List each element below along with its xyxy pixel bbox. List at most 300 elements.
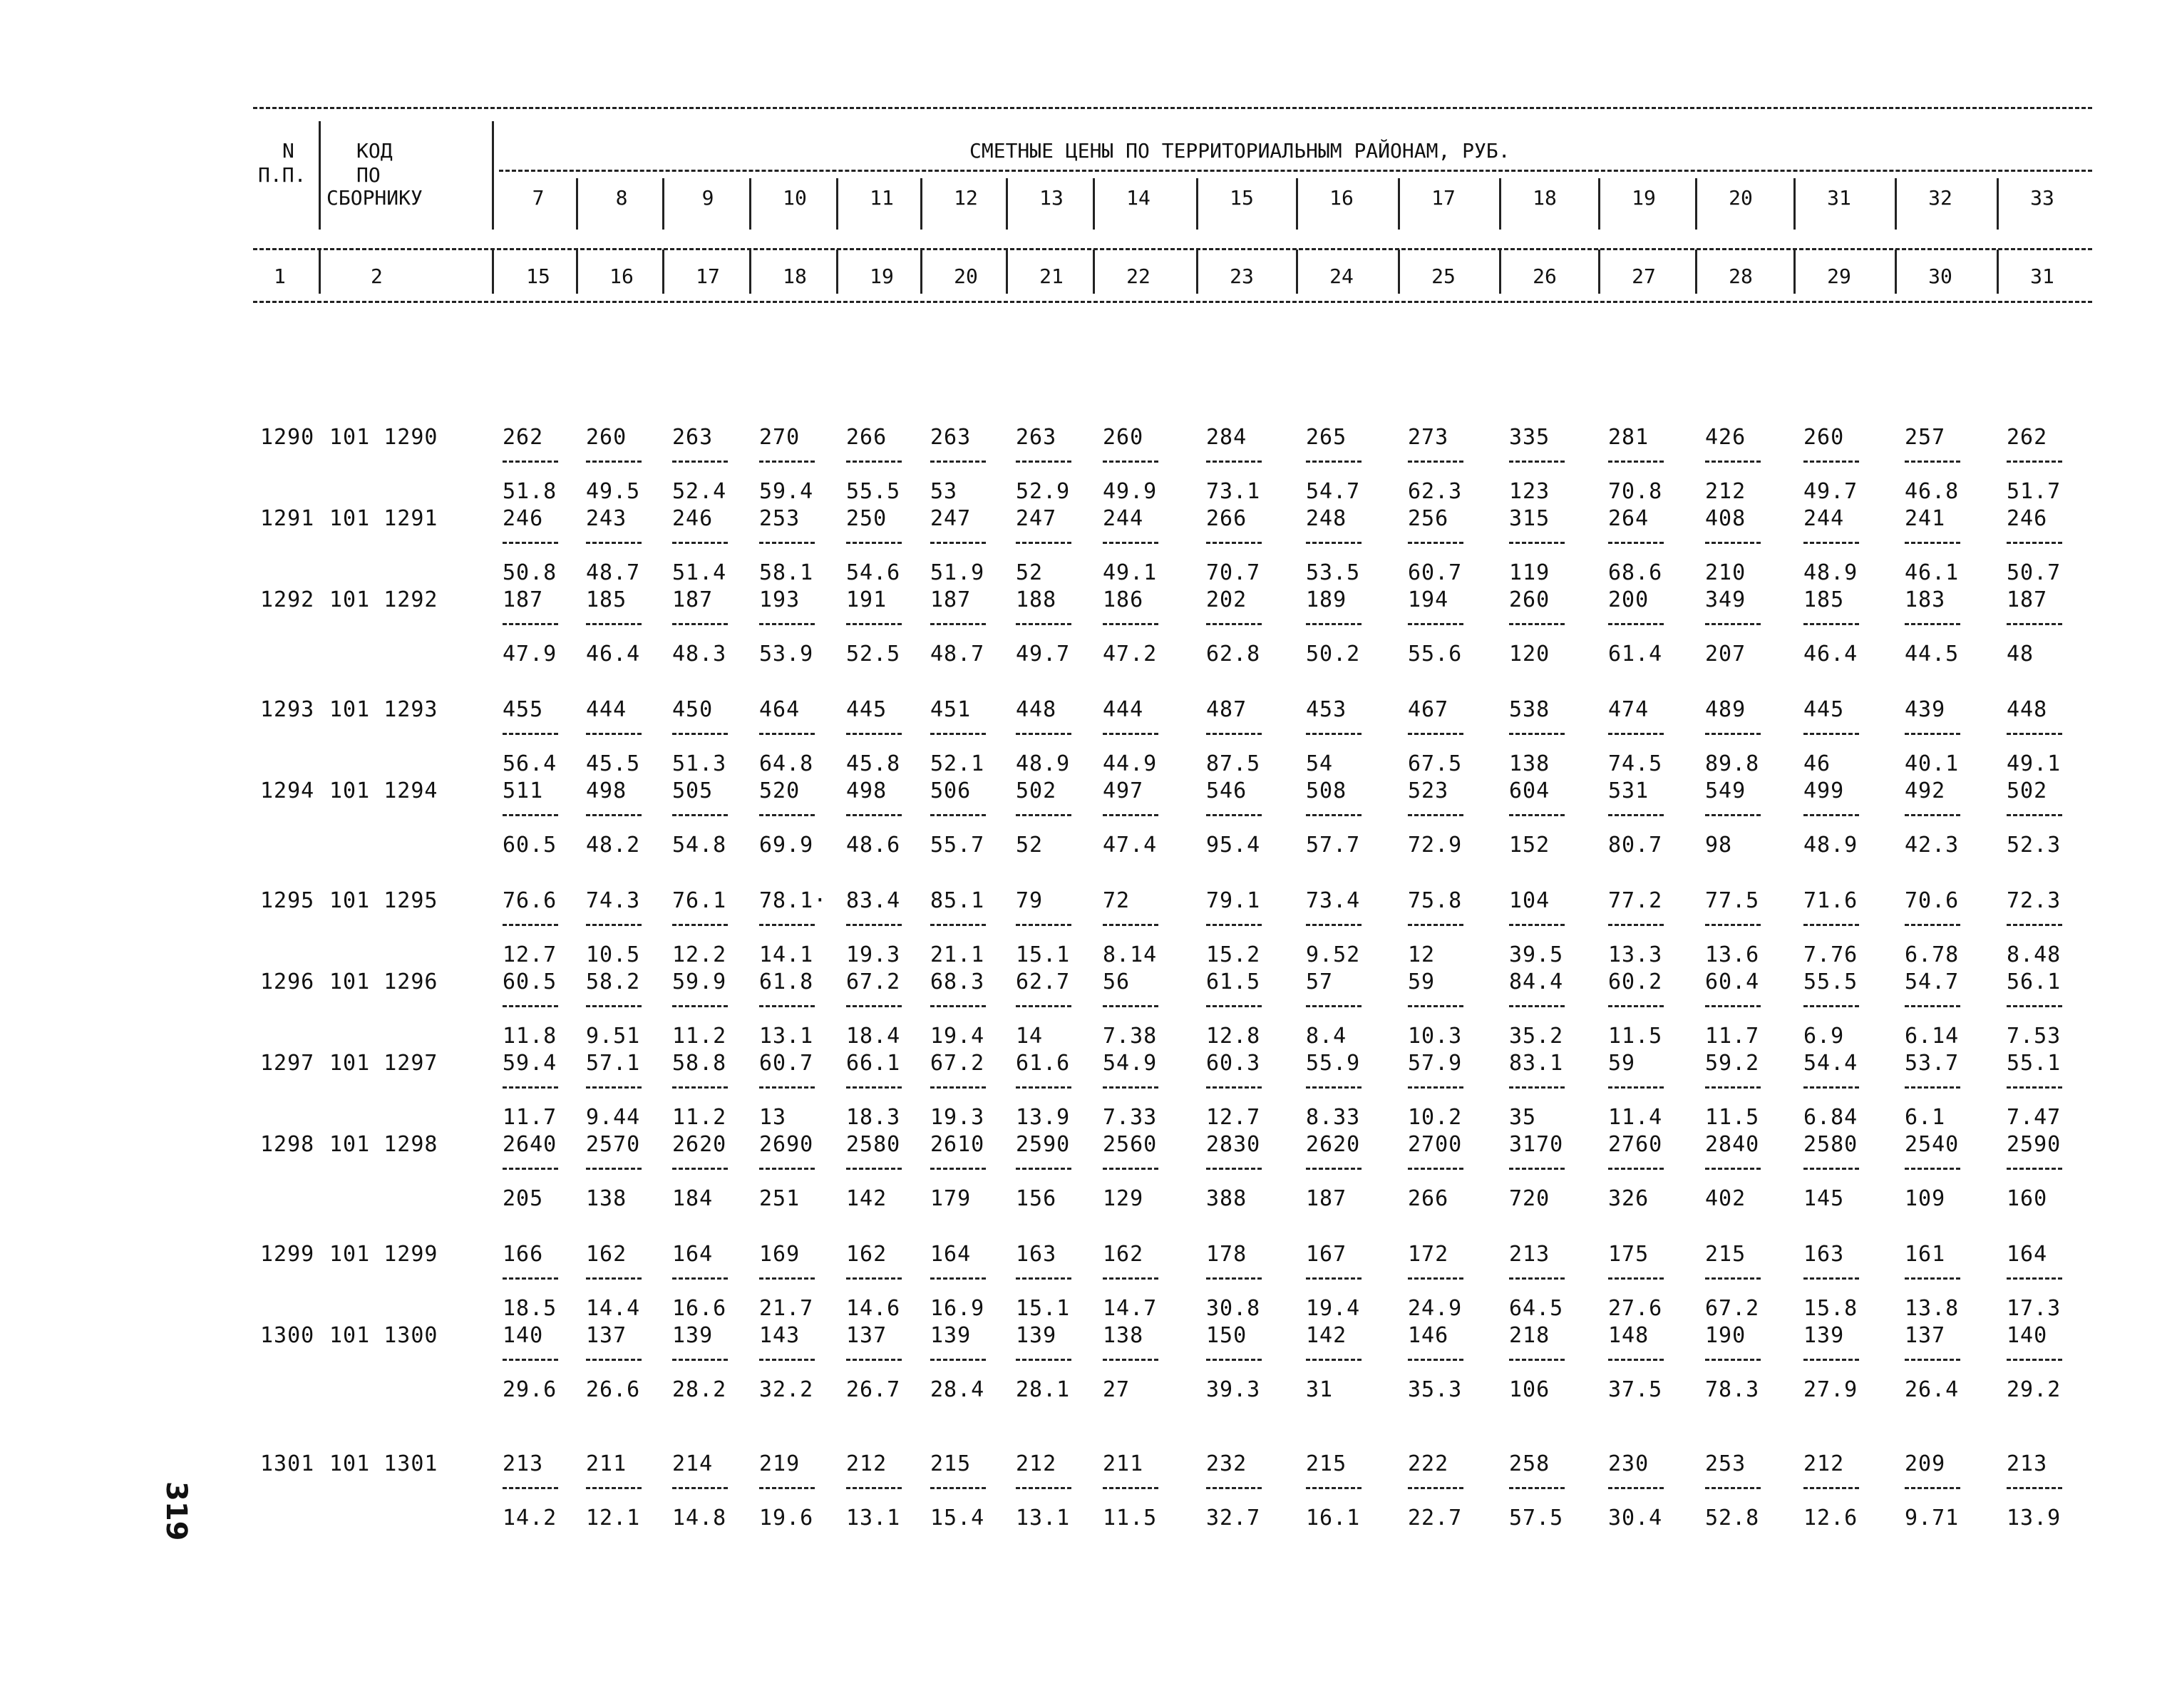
price-cell-total: 213 [1509, 1242, 1550, 1267]
header-bottom-rule [253, 301, 2092, 303]
price-cell-total: 186 [1103, 587, 1144, 612]
fraction-bar [1206, 733, 1262, 735]
price-cell-wage: 49.7 [1803, 479, 1858, 504]
price-cell-wage: 62.8 [1206, 642, 1261, 667]
header-sub-rule [499, 170, 2092, 172]
fraction-bar [1803, 623, 1859, 625]
price-cell-total: 2700 [1408, 1132, 1463, 1157]
region-header-32: 32 [1928, 186, 1952, 210]
price-cell-wage: 402 [1705, 1186, 1746, 1211]
price-cell-total: 183 [1905, 587, 1946, 612]
header-divider [920, 178, 922, 230]
price-cell-total: 77.5 [1705, 888, 1760, 913]
fraction-bar [930, 924, 986, 926]
price-cell-wage: 52 [1016, 560, 1044, 585]
price-cell-wage: 46.1 [1905, 560, 1960, 585]
price-cell-wage: 70.8 [1608, 479, 1663, 504]
price-cell-wage: 51.7 [2007, 479, 2062, 504]
fraction-bar [1103, 1487, 1158, 1489]
fraction-bar [1016, 924, 1071, 926]
price-cell-total: 246 [672, 506, 714, 531]
price-cell-total: 546 [1206, 778, 1247, 803]
price-cell-total: 2590 [1016, 1132, 1071, 1157]
fraction-bar [1905, 461, 1960, 463]
price-cell-wage: 9.71 [1905, 1506, 1960, 1530]
price-cell-wage: 74.5 [1608, 751, 1663, 776]
fraction-bar [2007, 1005, 2062, 1007]
fraction-bar [1905, 542, 1960, 544]
price-cell-wage: 80.7 [1608, 833, 1663, 858]
fraction-bar [1306, 1005, 1362, 1007]
header-divider [920, 249, 922, 294]
row-code: 101 1301 [329, 1451, 438, 1476]
price-cell-wage: 19.6 [759, 1506, 814, 1530]
fraction-bar [1608, 461, 1664, 463]
fraction-bar [1103, 1168, 1158, 1170]
fraction-bar [930, 1487, 986, 1489]
region-header-7: 7 [532, 186, 545, 210]
price-cell-total: 143 [759, 1323, 801, 1348]
price-cell-wage: 67.2 [1705, 1296, 1760, 1321]
price-cell-wage: 51.9 [930, 560, 985, 585]
price-cell-total: 164 [2007, 1242, 2048, 1267]
row-number: 1295 [260, 888, 315, 913]
price-cell-total: 61.5 [1206, 969, 1261, 994]
row-code: 101 1293 [329, 697, 438, 722]
price-cell-total: 230 [1608, 1451, 1649, 1476]
price-cell-wage: 19.3 [930, 1105, 985, 1130]
price-cell-wage: 14.1 [759, 942, 814, 967]
header-code-label-3: СБОРНИКУ [326, 186, 423, 210]
fraction-bar [930, 542, 986, 544]
header-divider [1398, 178, 1400, 230]
fraction-bar [1905, 733, 1960, 735]
fraction-bar [2007, 1168, 2062, 1170]
price-cell-total: 498 [846, 778, 887, 803]
price-cell-total: 266 [846, 425, 887, 450]
fraction-bar [1016, 733, 1071, 735]
fraction-bar [1705, 733, 1761, 735]
price-cell-total: 68.3 [930, 969, 985, 994]
price-cell-wage: 12 [1408, 942, 1436, 967]
price-cell-wage: 49.1 [1103, 560, 1158, 585]
price-cell-total: 187 [2007, 587, 2048, 612]
price-cell-total: 263 [672, 425, 714, 450]
fraction-bar [759, 623, 815, 625]
price-cell-wage: 21.7 [759, 1296, 814, 1321]
price-cell-total: 455 [503, 697, 544, 722]
fraction-bar [759, 1168, 815, 1170]
price-cell-wage: 21.1 [930, 942, 985, 967]
price-cell-wage: 50.2 [1306, 642, 1361, 667]
price-cell-total: 139 [672, 1323, 714, 1348]
row-code: 101 1299 [329, 1242, 438, 1267]
price-cell-wage: 16.1 [1306, 1506, 1361, 1530]
price-cell-wage: 48.9 [1016, 751, 1071, 776]
price-cell-wage: 13.1 [846, 1506, 901, 1530]
fraction-bar [1803, 1359, 1859, 1361]
price-cell-total: 2840 [1705, 1132, 1760, 1157]
price-cell-wage: 50.8 [503, 560, 557, 585]
fraction-bar [930, 733, 986, 735]
price-cell-total: 58.2 [586, 969, 641, 994]
header-divider [1793, 178, 1796, 230]
row-number: 1300 [260, 1323, 315, 1348]
fraction-bar [1803, 924, 1859, 926]
price-cell-total: 169 [759, 1242, 801, 1267]
price-cell-total: 215 [1705, 1242, 1746, 1267]
fraction-bar [1905, 1005, 1960, 1007]
fraction-bar [1608, 542, 1664, 544]
header-divider [662, 178, 664, 230]
price-cell-total: 263 [1016, 425, 1057, 450]
price-cell-wage: 39.3 [1206, 1377, 1261, 1402]
price-cell-total: 450 [672, 697, 714, 722]
price-cell-total: 232 [1206, 1451, 1247, 1476]
price-cell-total: 67.2 [846, 969, 901, 994]
price-cell-wage: 7.47 [2007, 1105, 2062, 1130]
price-cell-total: 439 [1905, 697, 1946, 722]
price-cell-wage: 18.5 [503, 1296, 557, 1321]
fraction-bar [2007, 1086, 2062, 1089]
price-cell-total: 538 [1509, 697, 1550, 722]
header-divider [576, 249, 578, 294]
fraction-bar [1408, 623, 1463, 625]
price-cell-total: 284 [1206, 425, 1247, 450]
price-cell-total: 137 [586, 1323, 627, 1348]
row-number: 1296 [260, 969, 315, 994]
price-cell-total: 508 [1306, 778, 1347, 803]
price-cell-total: 2590 [2007, 1132, 2062, 1157]
column-index-29: 29 [1827, 264, 1851, 288]
price-cell-total: 464 [759, 697, 801, 722]
column-index-31: 31 [2030, 264, 2054, 288]
header-top-rule [253, 107, 2092, 109]
fraction-bar [1408, 1359, 1463, 1361]
price-cell-wage: 14 [1016, 1024, 1044, 1049]
fraction-bar [1608, 733, 1664, 735]
column-index-30: 30 [1928, 264, 1952, 288]
fraction-bar [930, 623, 986, 625]
price-cell-wage: 95.4 [1206, 833, 1261, 858]
row-number: 1301 [260, 1451, 315, 1476]
fraction-bar [1408, 461, 1463, 463]
price-cell-wage: 11.5 [1705, 1105, 1760, 1130]
price-cell-total: 54.7 [1905, 969, 1960, 994]
price-cell-wage: 87.5 [1206, 751, 1261, 776]
price-cell-total: 59.9 [672, 969, 727, 994]
fraction-bar [1905, 1168, 1960, 1170]
price-cell-total: 60.5 [503, 969, 557, 994]
price-cell-total: 489 [1705, 697, 1746, 722]
price-cell-total: 260 [586, 425, 627, 450]
price-cell-wage: 72.9 [1408, 833, 1463, 858]
price-cell-total: 256 [1408, 506, 1449, 531]
header-divider [1006, 178, 1008, 230]
price-cell-wage: 6.1 [1905, 1105, 1946, 1130]
price-cell-wage: 13 [759, 1105, 787, 1130]
price-cell-total: 214 [672, 1451, 714, 1476]
price-cell-wage: 52.5 [846, 642, 901, 667]
price-cell-total: 2570 [586, 1132, 641, 1157]
price-cell-wage: 18.3 [846, 1105, 901, 1130]
column-index-21: 21 [1039, 264, 1064, 288]
price-cell-total: 257 [1905, 425, 1946, 450]
price-cell-total: 253 [1705, 1451, 1746, 1476]
fraction-bar [846, 1359, 902, 1361]
header-divider [749, 178, 751, 230]
price-cell-total: 241 [1905, 506, 1946, 531]
price-cell-wage: 123 [1509, 479, 1550, 504]
header-num-label-pp: П.П. [258, 163, 307, 187]
fraction-bar [1306, 1168, 1362, 1170]
header-divider [1296, 249, 1298, 294]
price-cell-total: 212 [1803, 1451, 1845, 1476]
price-cell-total: 191 [846, 587, 887, 612]
price-cell-total: 57.9 [1408, 1051, 1463, 1076]
column-index-15: 15 [526, 264, 550, 288]
price-cell-total: 2760 [1608, 1132, 1663, 1157]
price-cell-total: 604 [1509, 778, 1550, 803]
fraction-bar [1306, 1086, 1362, 1089]
price-cell-total: 59.4 [503, 1051, 557, 1076]
price-cell-total: 190 [1705, 1323, 1746, 1348]
fraction-bar [672, 1359, 728, 1361]
price-cell-wage: 12.1 [586, 1506, 641, 1530]
price-cell-total: 2640 [503, 1132, 557, 1157]
fraction-bar [1705, 1005, 1761, 1007]
fraction-bar [1306, 924, 1362, 926]
fraction-bar [846, 623, 902, 625]
fraction-bar [586, 623, 642, 625]
price-cell-wage: 22.7 [1408, 1506, 1463, 1530]
fraction-bar [1803, 1487, 1859, 1489]
fraction-bar [846, 733, 902, 735]
price-cell-total: 164 [930, 1242, 972, 1267]
fraction-bar [672, 1086, 728, 1089]
fraction-bar [1103, 924, 1158, 926]
price-cell-total: 202 [1206, 587, 1247, 612]
price-cell-total: 79.1 [1206, 888, 1261, 913]
price-cell-total: 247 [1016, 506, 1057, 531]
fraction-bar [1016, 1487, 1071, 1489]
fraction-bar [1408, 1086, 1463, 1089]
fraction-bar [1509, 1277, 1565, 1280]
fraction-bar [1608, 1359, 1664, 1361]
price-cell-total: 76.1 [672, 888, 727, 913]
fraction-bar [1206, 1487, 1262, 1489]
fraction-bar [503, 1005, 558, 1007]
fraction-bar [759, 1086, 815, 1089]
price-cell-wage: 55.6 [1408, 642, 1463, 667]
price-cell-wage: 388 [1206, 1186, 1247, 1211]
fraction-bar [1705, 1086, 1761, 1089]
fraction-bar [1206, 1168, 1262, 1170]
fraction-bar [672, 733, 728, 735]
price-cell-total: 448 [2007, 697, 2048, 722]
price-cell-wage: 53.5 [1306, 560, 1361, 585]
column-index-28: 28 [1729, 264, 1753, 288]
fraction-bar [672, 924, 728, 926]
price-cell-total: 215 [930, 1451, 972, 1476]
price-cell-total: 162 [1103, 1242, 1144, 1267]
row-number: 1291 [260, 506, 315, 531]
price-cell-wage: 51.8 [503, 479, 557, 504]
price-cell-total: 57 [1306, 969, 1334, 994]
fraction-bar [930, 1086, 986, 1089]
fraction-bar [586, 1168, 642, 1170]
header-divider [749, 249, 751, 294]
fraction-bar [1509, 924, 1565, 926]
fraction-bar [2007, 733, 2062, 735]
header-divider [576, 178, 578, 230]
fraction-bar [503, 814, 558, 816]
price-cell-total: 467 [1408, 697, 1449, 722]
price-cell-total: 67.2 [930, 1051, 985, 1076]
region-header-16: 16 [1329, 186, 1354, 210]
region-header-19: 19 [1632, 186, 1656, 210]
price-cell-wage: 51.4 [672, 560, 727, 585]
fraction-bar [1705, 1168, 1761, 1170]
price-cell-total: 54.4 [1803, 1051, 1858, 1076]
header-divider [1196, 249, 1198, 294]
header-mid-rule [253, 248, 2092, 250]
price-cell-total: 263 [930, 425, 972, 450]
price-cell-total: 492 [1905, 778, 1946, 803]
price-cell-total: 212 [1016, 1451, 1057, 1476]
price-cell-wage: 47.9 [503, 642, 557, 667]
header-divider [1196, 178, 1198, 230]
region-header-33: 33 [2030, 186, 2054, 210]
fraction-bar [1608, 1005, 1664, 1007]
price-cell-wage: 48.9 [1803, 560, 1858, 585]
fraction-bar [1509, 542, 1565, 544]
fraction-bar [1306, 1277, 1362, 1280]
price-cell-wage: 48.3 [672, 642, 727, 667]
price-cell-wage: 720 [1509, 1186, 1550, 1211]
header-divider [1793, 249, 1796, 294]
price-cell-total: 140 [503, 1323, 544, 1348]
price-cell-total: 167 [1306, 1242, 1347, 1267]
price-cell-wage: 48.2 [586, 833, 641, 858]
price-cell-total: 262 [503, 425, 544, 450]
price-cell-wage: 13.8 [1905, 1296, 1960, 1321]
row-number: 1298 [260, 1132, 315, 1157]
price-cell-wage: 45.5 [586, 751, 641, 776]
fraction-bar [672, 623, 728, 625]
price-cell-total: 246 [2007, 506, 2048, 531]
price-cell-total: 200 [1608, 587, 1649, 612]
price-cell-wage: 17.3 [2007, 1296, 2062, 1321]
price-cell-wage: 14.2 [503, 1506, 557, 1530]
header-divider [1093, 249, 1095, 294]
fraction-bar [1103, 814, 1158, 816]
fraction-bar [846, 1005, 902, 1007]
price-cell-wage: 52.8 [1705, 1506, 1760, 1530]
price-cell-total: 185 [1803, 587, 1845, 612]
fraction-bar [1016, 542, 1071, 544]
price-cell-total: 137 [846, 1323, 887, 1348]
price-cell-wage: 26.7 [846, 1377, 901, 1402]
price-cell-total: 77.2 [1608, 888, 1663, 913]
price-cell-total: 260 [1103, 425, 1144, 450]
price-cell-total: 172 [1408, 1242, 1449, 1267]
price-cell-total: 139 [930, 1323, 972, 1348]
fraction-bar [1306, 623, 1362, 625]
price-cell-wage: 29.6 [503, 1377, 557, 1402]
fraction-bar [1905, 924, 1960, 926]
header-divider [1499, 249, 1501, 294]
fraction-bar [1608, 924, 1664, 926]
region-header-31: 31 [1827, 186, 1851, 210]
fraction-bar [672, 1487, 728, 1489]
row-number: 1294 [260, 778, 315, 803]
fraction-bar [503, 1359, 558, 1361]
price-cell-wage: 40.1 [1905, 751, 1960, 776]
fraction-bar [1905, 623, 1960, 625]
price-cell-total: 62.7 [1016, 969, 1071, 994]
price-cell-wage: 10.3 [1408, 1024, 1463, 1049]
price-cell-wage: 8.33 [1306, 1105, 1361, 1130]
price-cell-wage: 32.7 [1206, 1506, 1261, 1530]
price-cell-total: 2620 [672, 1132, 727, 1157]
column-index-26: 26 [1533, 264, 1557, 288]
price-cell-wage: 266 [1408, 1186, 1449, 1211]
price-cell-total: 194 [1408, 587, 1449, 612]
fraction-bar [672, 814, 728, 816]
price-cell-wage: 13.9 [1016, 1105, 1071, 1130]
price-cell-total: 73.4 [1306, 888, 1361, 913]
header-divider [1006, 249, 1008, 294]
price-cell-wage: 46.4 [586, 642, 641, 667]
price-cell-total: 2540 [1905, 1132, 1960, 1157]
header-num-label-n: N [282, 139, 294, 163]
header-index-1: 1 [274, 264, 286, 288]
price-cell-wage: 57.7 [1306, 833, 1361, 858]
fraction-bar [672, 461, 728, 463]
price-cell-total: 213 [503, 1451, 544, 1476]
price-cell-wage: 16.9 [930, 1296, 985, 1321]
price-cell-total: 78.1· [759, 888, 828, 913]
price-cell-total: 266 [1206, 506, 1247, 531]
price-cell-wage: 67.5 [1408, 751, 1463, 776]
price-cell-wage: 138 [586, 1186, 627, 1211]
price-cell-wage: 212 [1705, 479, 1746, 504]
fraction-bar [759, 461, 815, 463]
price-cell-wage: 64.5 [1509, 1296, 1564, 1321]
fraction-bar [1306, 461, 1362, 463]
price-cell-wage: 24.9 [1408, 1296, 1463, 1321]
region-header-9: 9 [701, 186, 714, 210]
fraction-bar [1509, 461, 1565, 463]
fraction-bar [846, 461, 902, 463]
price-cell-wage: 26.6 [586, 1377, 641, 1402]
price-cell-wage: 54.7 [1306, 479, 1361, 504]
price-cell-wage: 73.1 [1206, 479, 1261, 504]
fraction-bar [672, 1005, 728, 1007]
price-cell-total: 209 [1905, 1451, 1946, 1476]
column-index-24: 24 [1329, 264, 1354, 288]
fraction-bar [1306, 733, 1362, 735]
fraction-bar [1608, 1487, 1664, 1489]
price-cell-wage: 15.1 [1016, 942, 1071, 967]
header-divider [319, 121, 321, 230]
fraction-bar [1803, 542, 1859, 544]
price-cell-total: 139 [1016, 1323, 1057, 1348]
price-cell-total: 445 [1803, 697, 1845, 722]
price-cell-total: 59.2 [1705, 1051, 1760, 1076]
fraction-bar [1803, 814, 1859, 816]
